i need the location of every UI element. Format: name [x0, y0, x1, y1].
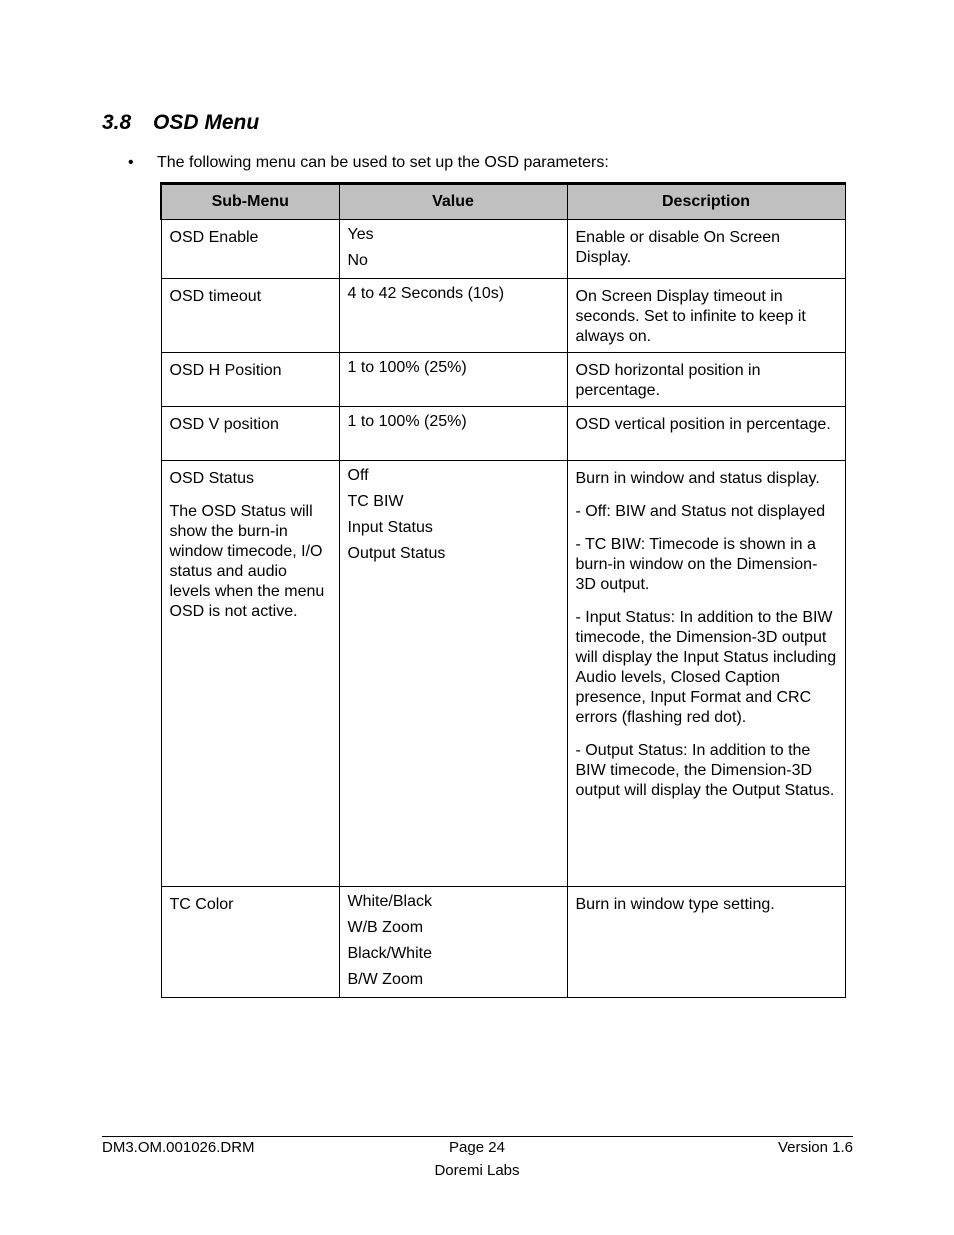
cell-value [339, 407, 567, 461]
cell-sub-menu [161, 407, 339, 461]
cell-sub-menu [161, 279, 339, 353]
table-row [161, 407, 845, 461]
cell-description [567, 353, 845, 407]
value-option: 1 to 100% (25%) [347, 413, 467, 430]
bullet-icon: • [128, 154, 134, 171]
description-paragraph: - Input Status: In addition to the BIW timecode, the Dimension-3D output will display the Input Status including Audio levels, Closed Caption presence, Input Format and CRC errors (flashing red dot). [575, 609, 837, 726]
cell-sub-menu [161, 461, 339, 887]
description-paragraph: OSD vertical position in percentage. [575, 416, 831, 433]
description-paragraph: - Off: BIW and Status not displayed [575, 503, 826, 520]
header-value: Value [339, 184, 567, 220]
value-option: W/B Zoom [347, 919, 424, 936]
description-paragraph: - Output Status: In addition to the BIW timecode, the Dimension-3D output will display the Output Status. [575, 742, 835, 799]
table-row [161, 461, 845, 887]
value-option: Output Status [347, 545, 446, 562]
intro-text: The following menu can be used to set up the OSD parameters: [157, 154, 609, 171]
osd-menu-table [160, 182, 846, 998]
table-row [161, 887, 845, 998]
header-sub-menu: Sub-Menu [161, 184, 339, 220]
cell-value [339, 887, 567, 998]
description-paragraph: Enable or disable On Screen Display. [575, 229, 781, 266]
value-option: 1 to 100% (25%) [347, 359, 467, 376]
cell-description [567, 220, 845, 279]
value-option: White/Black [347, 893, 432, 910]
description-paragraph: - TC BIW: Timecode is shown in a burn-in window on the Dimension-3D output. [575, 536, 818, 593]
value-option: Off [347, 467, 369, 484]
intro-bullet-item [128, 154, 609, 172]
description-paragraph: OSD horizontal position in percentage. [575, 362, 761, 399]
section-title: OSD Menu [153, 111, 260, 134]
cell-sub-menu [161, 887, 339, 998]
cell-sub-menu [161, 353, 339, 407]
header-description: Description [567, 184, 845, 220]
table-row [161, 353, 845, 407]
table-body [161, 220, 845, 998]
cell-description [567, 407, 845, 461]
cell-description [567, 279, 845, 353]
sub-menu-name: OSD Enable [169, 229, 259, 246]
footer-page-number: Page 24 [449, 1139, 505, 1156]
cell-description [567, 887, 845, 998]
value-option: Yes [347, 226, 374, 243]
description-paragraph: Burn in window and status display. [575, 470, 820, 487]
footer-divider [102, 1136, 853, 1137]
footer-version: Version 1.6 [777, 1139, 853, 1156]
value-option: Black/White [347, 945, 432, 962]
description-paragraph: On Screen Display timeout in seconds. Set to infinite to keep it always on. [575, 288, 806, 345]
footer-doc-id: DM3.OM.001026.DRM [102, 1139, 255, 1156]
value-option: TC BIW [347, 493, 404, 510]
table-row [161, 220, 845, 279]
sub-menu-note: The OSD Status will show the burn-in window timecode, I/O status and audio levels when the menu OSD is not active. [169, 503, 325, 620]
sub-menu-name: OSD timeout [169, 288, 262, 305]
cell-value [339, 279, 567, 353]
cell-value [339, 220, 567, 279]
cell-value [339, 353, 567, 407]
sub-menu-name: OSD V position [169, 416, 279, 433]
value-option: 4 to 42 Seconds (10s) [347, 285, 505, 302]
table-row [161, 279, 845, 353]
value-option: No [347, 252, 368, 269]
value-option: B/W Zoom [347, 971, 424, 988]
sub-menu-name: OSD H Position [169, 362, 282, 379]
footer-company: Doremi Labs [434, 1162, 520, 1179]
description-paragraph: Burn in window type setting. [575, 896, 775, 913]
value-option: Input Status [347, 519, 433, 536]
section-heading [102, 111, 259, 135]
table-header-row [161, 184, 845, 220]
section-number: 3.8 [102, 111, 132, 134]
sub-menu-name: TC Color [169, 896, 234, 913]
cell-description [567, 461, 845, 887]
cell-sub-menu [161, 220, 339, 279]
cell-value [339, 461, 567, 887]
sub-menu-name: OSD Status [169, 470, 254, 487]
